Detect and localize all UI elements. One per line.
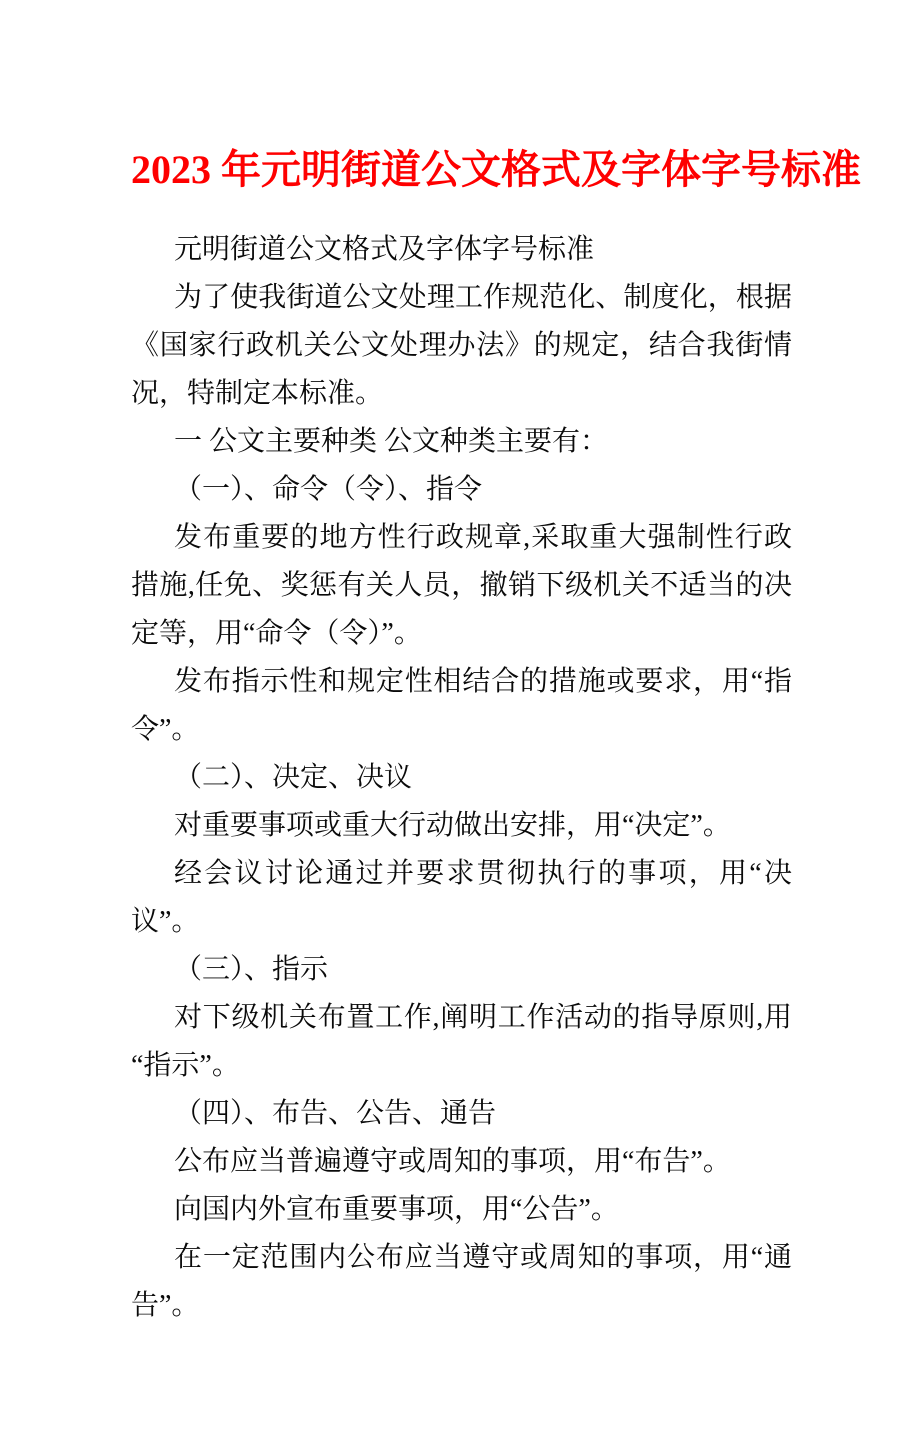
paragraph: 对下级机关布置工作,阐明工作活动的指导原则,用“指示”。 xyxy=(131,1002,792,1081)
paragraph: 一 公文主要种类 公文种类主要有： xyxy=(174,426,609,457)
paragraph: （四）、布告、公告、通告 xyxy=(174,1098,497,1129)
paragraph: 向国内外宣布重要事项，用“公告”。 xyxy=(174,1194,619,1225)
document-page xyxy=(0,144,920,1446)
paragraph: 对重要事项或重大行动做出安排，用“决定”。 xyxy=(174,810,731,841)
paragraph: 为了使我街道公文处理工作规范化、制度化，根据《国家行政机关公文处理办法》的规定，结合我街情况，特制定本标准。 xyxy=(131,282,792,409)
document-body xyxy=(131,226,792,1330)
paragraph: 经会议讨论通过并要求贯彻执行的事项，用“决议”。 xyxy=(131,858,792,937)
paragraph: 在一定范围内公布应当遵守或周知的事项，用“通告”。 xyxy=(131,1242,792,1321)
paragraph: （三）、指示 xyxy=(174,954,329,985)
paragraph: 元明街道公文格式及字体字号标准 xyxy=(174,234,595,265)
paragraph: （一）、命令（令）、指令 xyxy=(174,474,483,505)
paragraph: 发布指示性和规定性相结合的措施或要求，用“指令”。 xyxy=(131,666,792,745)
document-title: 2023 年元明街道公文格式及字体字号标准 xyxy=(131,147,861,192)
paragraph: 发布重要的地方性行政规章,采取重大强制性行政措施,任免、奖惩有关人员，撤销下级机关不适当的决定等，用“命令（令）”。 xyxy=(131,522,792,649)
paragraph: （二）、决定、决议 xyxy=(174,762,413,793)
paragraph: 公布应当普遍遵守或周知的事项，用“布告”。 xyxy=(174,1146,731,1177)
